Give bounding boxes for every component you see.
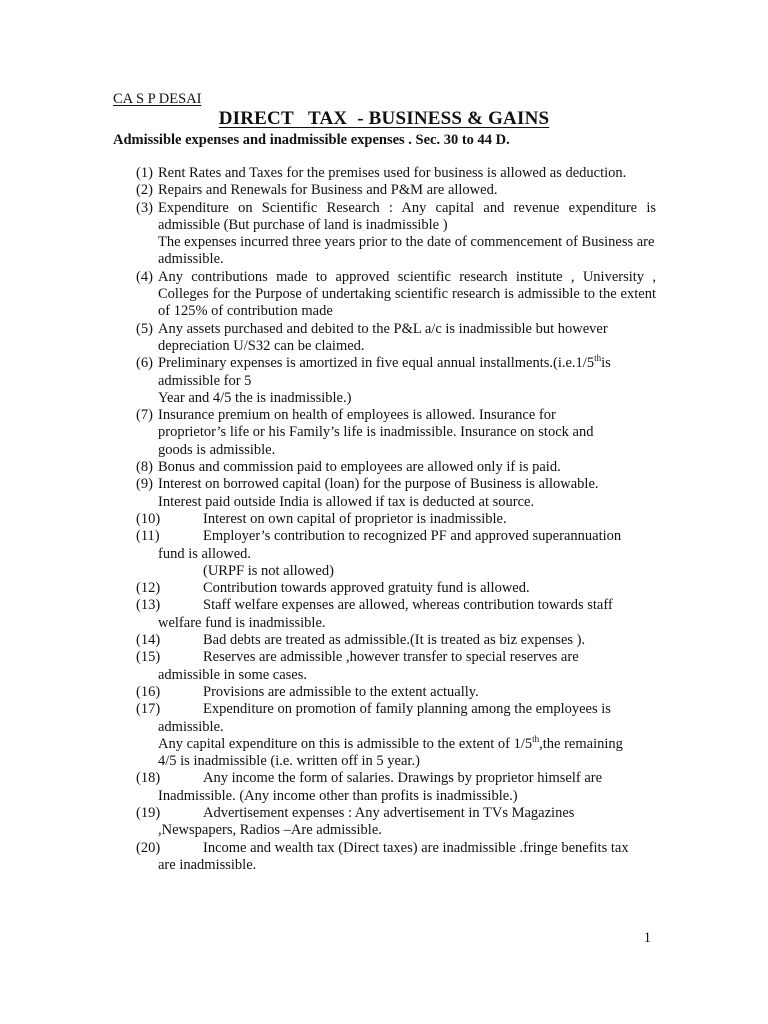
item-number: (10) [136,510,161,527]
item-text: Interest on borrowed capital (loan) for the purpose of Business is allowable. [158,476,599,493]
list-item [136,684,656,701]
item-number: (14) [136,632,161,649]
item-text: admissible. [158,718,224,735]
item-text: Insurance premium on health of employees is allowed. Insurance for proprietor’s life or his Family’s life is inadmissible. Insurance on stock and goods is admissible. [158,407,594,458]
item-number: (13) [136,597,161,614]
list-item [136,355,656,407]
page-number: 1 [643,930,651,946]
item-number: (7) [136,407,153,424]
page-title: DIRECT TAX - BUSINESS & GAINS [218,108,550,129]
item-number: (6) [136,355,153,372]
list-item [136,476,656,511]
item-number: (9) [136,476,153,493]
item-text: Expenditure on Scientific Research : Any capital and revenue expenditure is admissible (But purchase of land is inadmissible ) [158,199,656,233]
item-text: Reserves are admissible ,however transfer to special reserves are [203,649,579,666]
item-text: Provisions are admissible to the extent actually. [203,683,479,700]
item-text: Employer’s contribution to recognized PF and approved superannuation [203,528,622,545]
list-item [136,701,656,770]
item-number: (18) [136,770,161,787]
list-item [136,269,656,321]
item-text: (URPF is not allowed) [203,562,334,579]
item-text: admissible in some cases. [158,666,308,683]
item-text: fund is allowed. [158,545,252,562]
item-number: (3) [136,199,153,216]
list-item [136,511,656,528]
item-text: Bad debts are treated as admissible.(It is treated as biz expenses ). [203,632,586,649]
list-item [136,580,656,597]
item-text: welfare fund is inadmissible. [158,614,326,631]
list-item [136,649,656,684]
list-item [136,182,656,199]
item-number: (20) [136,839,161,856]
item-text: Preliminary expenses is amortized in five equal annual installments.(i.e.1/5this admissible for 5 [158,353,611,389]
item-number: (16) [136,683,161,700]
list-item [136,528,656,580]
list-item [136,840,656,875]
item-number: (5) [136,320,153,337]
item-text: Interest on own capital of proprietor is inadmissible. [203,510,507,527]
item-number: (4) [136,268,153,285]
item-text: are inadmissible. [158,856,257,873]
item-number: (11) [136,528,160,545]
list-item [136,200,656,269]
item-text: Staff welfare expenses are allowed, whereas contribution towards staff [203,597,613,614]
item-text: Income and wealth tax (Direct taxes) are inadmissible .fringe benefits tax [203,839,629,856]
list-item [136,407,656,459]
item-text: Any capital expenditure on this is admissible to the extent of 1/5th,the remaining [158,733,623,752]
item-number: (2) [136,182,153,199]
item-number: (1) [136,165,153,181]
item-text: Any contributions made to approved scientific research institute , University , Colleges for the Purpose of undertaking scientific research is admissible to the extent of 125% of contribution made [158,268,656,320]
item-text: The expenses incurred three years prior to the date of commencement of Business are admissible. [158,234,655,268]
item-text: Repairs and Renewals for Business and P&M are allowed. [158,182,498,199]
item-text: 4/5 is inadmissible (i.e. written off in 5 year.) [158,753,420,770]
item-text: Interest paid outside India is allowed if tax is deducted at source. [158,493,535,510]
item-text: Bonus and commission paid to employees are allowed only if is paid. [158,459,561,476]
list-item [136,321,656,356]
item-number: (19) [136,804,161,821]
author-name: CA S P DESAI [113,91,202,107]
item-text: Any income the form of salaries. Drawings by proprietor himself are [203,770,603,787]
list-item [136,459,656,476]
list-item [136,632,656,649]
item-number: (17) [136,701,161,718]
list-item [136,770,656,805]
list-item [136,597,656,632]
item-text: Inadmissible. (Any income other than profits is inadmissible.) [158,787,518,804]
list-item [136,165,656,182]
item-text: Any assets purchased and debited to the P&L a/c is inadmissible but however depreciation U/S32 can be claimed. [158,320,608,354]
item-text: Contribution towards approved gratuity fund is allowed. [203,580,530,597]
item-text: Advertisement expenses : Any advertisement in TVs Magazines [203,804,575,821]
section-subtitle: Admissible expenses and inadmissible expenses . Sec. 30 to 44 D. [113,132,510,148]
item-number: (15) [136,649,161,666]
item-text: Rent Rates and Taxes for the premises used for business is allowed as deduction. [158,165,627,181]
item-text: Expenditure on promotion of family planning among the employees is [203,701,611,718]
expense-list [136,165,656,874]
item-text: ,Newspapers, Radios –Are admissible. [158,822,382,839]
item-text: Year and 4/5 the is inadmissible.) [158,389,352,406]
item-number: (12) [136,580,161,597]
list-item [136,805,656,840]
item-number: (8) [136,459,153,476]
